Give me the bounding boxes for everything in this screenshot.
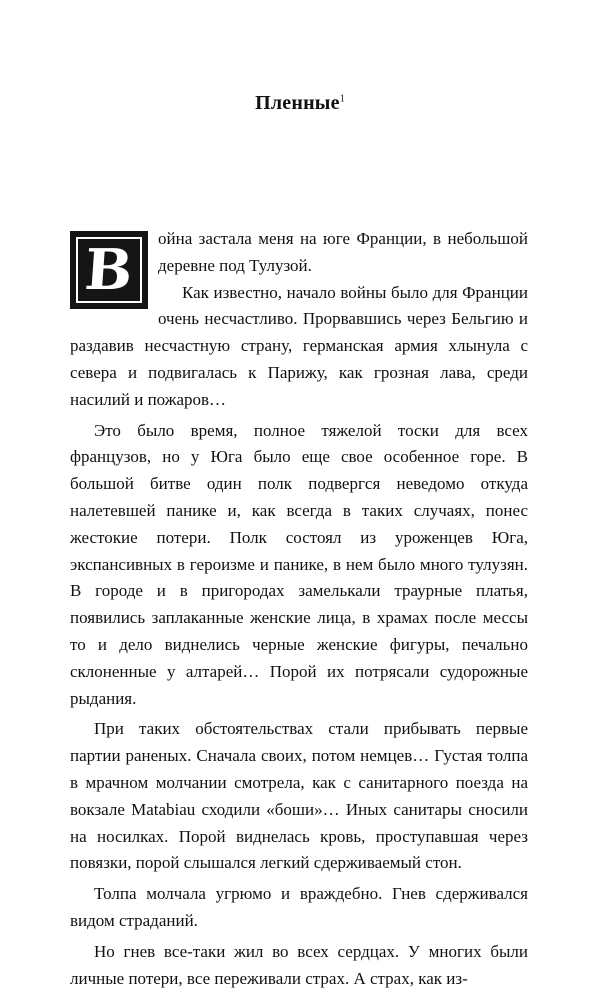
paragraph-4: При таких обстоятельствах стали прибывать первые партии раненых. Сначала своих, потом немцев… Густая толпа в мрачном молчании смотрела, как с санитарного поезда на вокзале Matabiau сходили «боши»… Иных санитары сносили на носилках. Порой виднелась кровь, проступавшая через повязки, порой слышался легкий сдерживаемый стон.	[70, 719, 528, 873]
paragraph-6: Но гнев все-таки жил во всех сердцах. У многих были личные потери, все переживали страх. А страх, как из-	[70, 941, 528, 988]
paragraph-2: Как известно, начало войны было для Франции очень несчастливо. Прорвавшись через Бельгию и раздавив несчастную страну, германская армия хлынула с севера и подвигалась к Парижу, как грозная лава, среди насилий и пожаров…	[70, 282, 528, 409]
paragraph-1	[70, 226, 528, 303]
drop-cap	[70, 231, 148, 309]
chapter-title-text: Пленные	[255, 92, 340, 114]
footnote-mark: 1	[339, 93, 345, 105]
paragraph-5: Толпа молчала угрюмо и враждебно. Гнев сдерживался видом страданий.	[70, 884, 528, 930]
paragraph-1-text: ойна застала меня на юге Франции, в небольшой деревне под Тулузой.	[158, 229, 528, 275]
drop-cap-letter: В	[83, 237, 135, 303]
chapter-title	[0, 92, 600, 115]
paragraph-3: Это было время, полное тяжелой тоски для всех французов, но у Юга было еще свое особенное горе. В большой битве один полк подвергся неведомо откуда налетевшей панике и, как всегда в таких случаях, понес жестокие потери. Полк состоял из уроженцев Юга, экспансивных в героизме и панике, в нем было много тулузян. В городе и в пригородах замелькали траурные платья, появились заплаканные женские лица, в храмах после мессы то и дело виднелись черные женские фигуры, печально склоненные у алтарей… Порой их потрясали судорожные рыдания.	[70, 420, 528, 708]
chapter-body	[70, 226, 528, 992]
drop-cap-frame	[76, 237, 142, 303]
